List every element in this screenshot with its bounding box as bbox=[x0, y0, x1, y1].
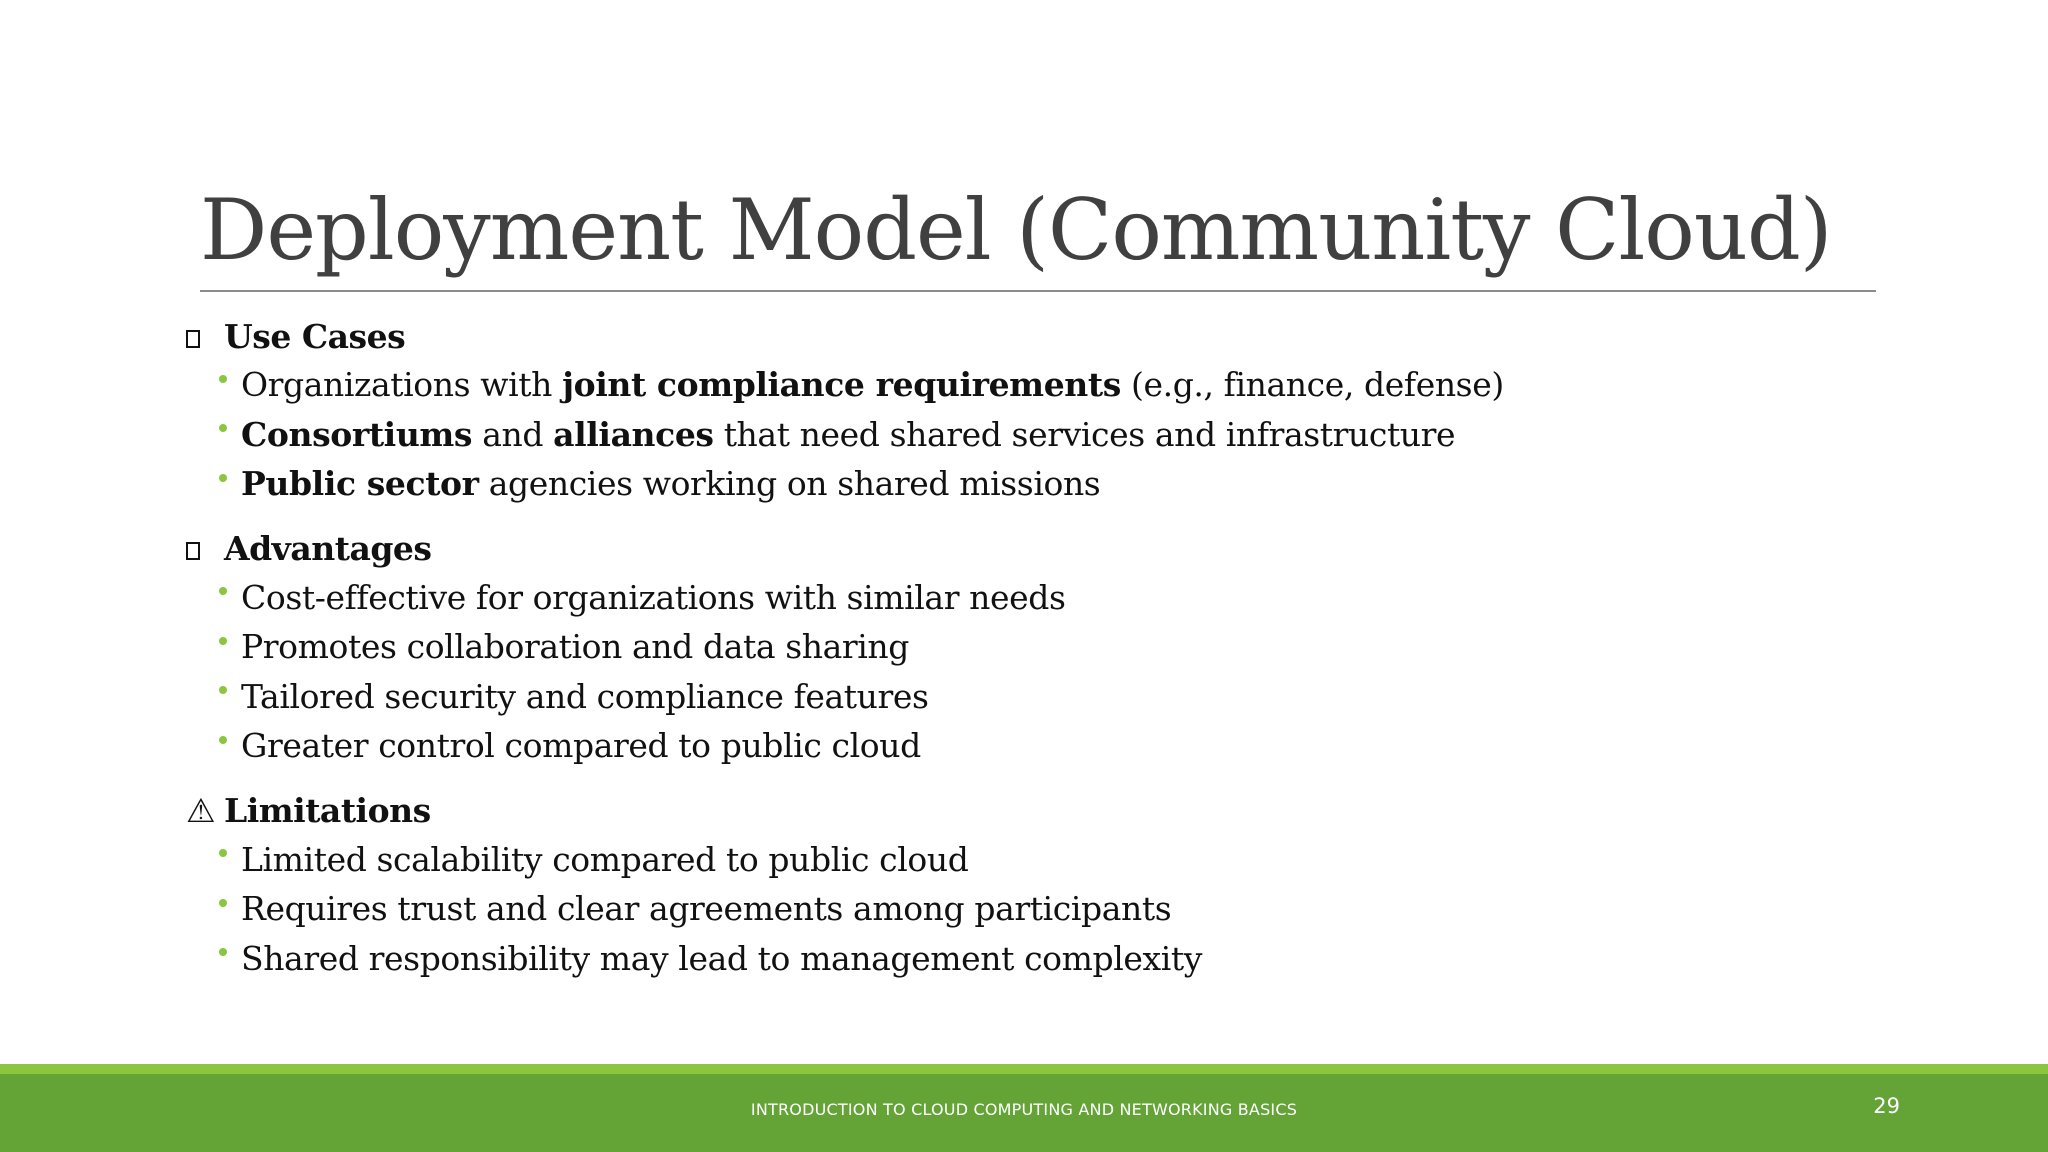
slide-title: Deployment Model (Community Cloud) bbox=[200, 181, 1832, 279]
bullet-icon bbox=[219, 637, 227, 645]
item-text-plain: Organizations with bbox=[241, 365, 563, 405]
section-heading-label: Advantages bbox=[224, 529, 432, 568]
section-limitations bbox=[186, 787, 1886, 984]
item-text-plain: (e.g., finance, defense) bbox=[1120, 365, 1504, 405]
item-text bbox=[241, 464, 1100, 503]
section-advantages bbox=[186, 525, 1886, 771]
section-use-cases bbox=[186, 312, 1886, 509]
page-number: 29 bbox=[1873, 1094, 1900, 1118]
bullet-icon bbox=[219, 424, 227, 432]
list-item bbox=[186, 573, 1886, 623]
item-text: Cost-effective for organizations with similar needs bbox=[241, 577, 1066, 617]
bullet-icon bbox=[219, 736, 227, 744]
bullet-icon bbox=[219, 587, 227, 595]
item-text-plain: that need shared services and infrastructure bbox=[713, 414, 1456, 454]
box-icon bbox=[186, 529, 216, 568]
item-text: Greater control compared to public cloud bbox=[241, 726, 921, 766]
list-item bbox=[186, 721, 1886, 771]
list-item bbox=[186, 622, 1886, 672]
list-item bbox=[186, 934, 1886, 984]
item-text bbox=[241, 365, 1504, 404]
section-heading-label: Use Cases bbox=[224, 316, 406, 356]
box-icon bbox=[186, 317, 216, 356]
bullet-icon bbox=[219, 899, 227, 907]
list-item bbox=[186, 410, 1886, 460]
bullet-icon bbox=[219, 686, 227, 694]
item-text-plain: agencies working on shared missions bbox=[478, 464, 1101, 504]
item-text: Shared responsibility may lead to management complexity bbox=[241, 938, 1202, 978]
item-text: Promotes collaboration and data sharing bbox=[241, 627, 909, 667]
bullet-icon bbox=[219, 375, 227, 383]
footer-text: INTRODUCTION TO CLOUD COMPUTING AND NETWORKING BASICS bbox=[750, 1100, 1298, 1119]
item-text-bold: joint compliance requirements bbox=[562, 365, 1121, 405]
item-text-bold: alliances bbox=[553, 414, 714, 454]
use-cases-list bbox=[186, 360, 1886, 509]
limitations-list bbox=[186, 835, 1886, 984]
list-item bbox=[186, 672, 1886, 722]
list-item bbox=[186, 360, 1886, 410]
item-text-plain: and bbox=[472, 414, 554, 454]
section-heading-advantages bbox=[186, 525, 1886, 573]
item-text-bold: Consortiums bbox=[241, 414, 473, 454]
section-heading-limitations bbox=[186, 787, 1886, 835]
item-text bbox=[241, 415, 1455, 454]
list-item bbox=[186, 459, 1886, 509]
section-heading-label: Limitations bbox=[224, 791, 431, 830]
bullet-icon bbox=[219, 474, 227, 482]
item-text: Requires trust and clear agreements among participants bbox=[241, 889, 1172, 929]
title-divider bbox=[200, 290, 1876, 292]
slide-content bbox=[186, 312, 1886, 983]
list-item bbox=[186, 884, 1886, 934]
advantages-list bbox=[186, 573, 1886, 771]
footer-accent-bar bbox=[0, 1064, 2048, 1074]
list-item bbox=[186, 835, 1886, 885]
bullet-icon bbox=[219, 849, 227, 857]
item-text-bold: Public sector bbox=[241, 464, 479, 504]
bullet-icon bbox=[219, 948, 227, 956]
item-text: Limited scalability compared to public cloud bbox=[241, 839, 969, 879]
section-heading-use-cases bbox=[186, 312, 1886, 360]
warning-icon: ⚠ bbox=[186, 791, 216, 830]
item-text: Tailored security and compliance features bbox=[241, 676, 929, 716]
